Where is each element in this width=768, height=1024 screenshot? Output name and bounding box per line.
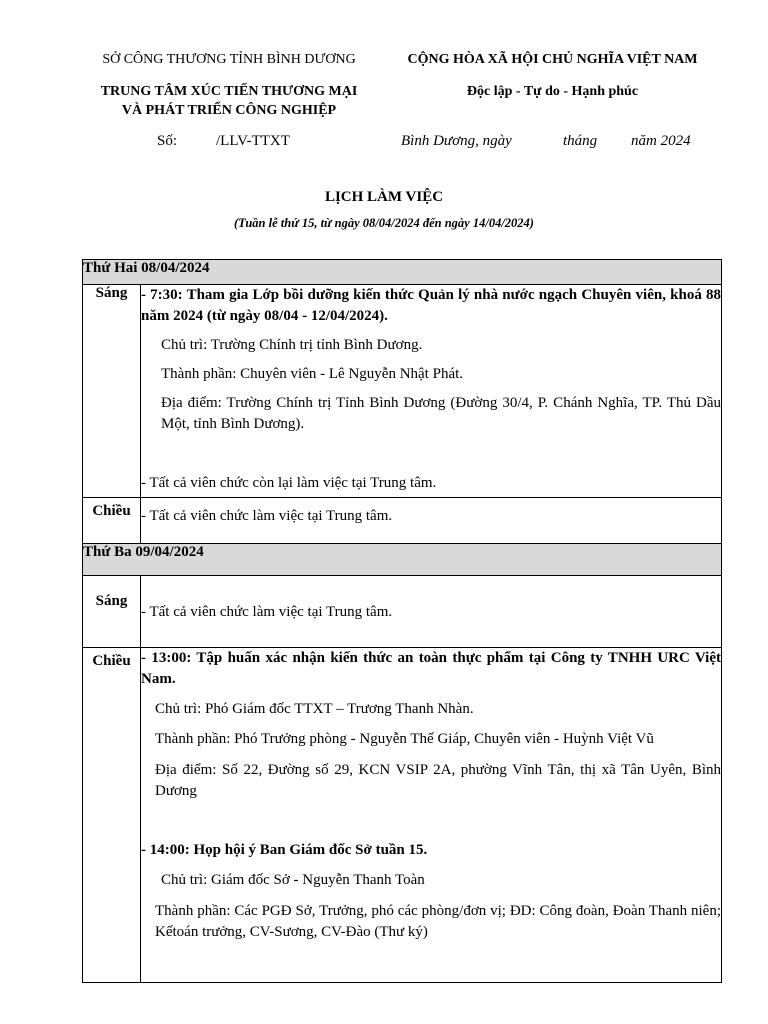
national-motto-block — [385, 50, 720, 101]
session-row-afternoon — [83, 648, 722, 983]
doc-number-code: /LLV-TTXT — [216, 133, 290, 149]
day-label: Thứ Ba 09/04/2024 — [83, 544, 722, 576]
document-subtitle: (Tuần lễ thứ 15, từ ngày 08/04/2024 đến ngày 14/04/2024) — [234, 216, 534, 230]
event-chair: Chủ trì: Phó Giám đốc TTXT – Trương Thanh Nhàn. — [155, 701, 474, 717]
session-content — [141, 648, 722, 983]
session-label: Chiều — [83, 648, 141, 983]
national-title: CỘNG HÒA XÃ HỘI CHỦ NGHĨA VIỆT NAM — [407, 52, 698, 67]
event-participants: Thành phần: Chuyên viên - Lê Nguyễn Nhật Phát. — [161, 366, 464, 382]
session-label: Sáng — [83, 285, 141, 498]
session-note: - Tất cả viên chức còn lại làm việc tại Trung tâm. — [141, 475, 437, 491]
event-chair: Chủ trì: Giám đốc Sở - Nguyễn Thanh Toàn — [161, 872, 425, 888]
month-label: tháng — [563, 133, 598, 149]
session-row-morning — [83, 576, 722, 648]
session-note: - Tất cả viên chức làm việc tại Trung tâm. — [141, 508, 393, 524]
event-participants: Thành phần: Các PGĐ Sở, Trưởng, phó các phòng/đơn vị; ĐD: Công đoàn, Đoàn Thanh niên; Kếtoán trưởng, CV-Sương, CV-Đào (Thư ký) — [155, 903, 721, 940]
event-location: Địa điểm: Trường Chính trị Tỉnh Bình Dương (Đường 30/4, P. Chánh Nghĩa, TP. Thủ Dầu Một, tỉnh Bình Dương). — [161, 395, 721, 432]
session-content — [141, 285, 722, 498]
document-title: LỊCH LÀM VIỆC — [324, 189, 444, 205]
issuer-block — [84, 50, 374, 120]
event-location: Địa điểm: Số 22, Đường số 29, KCN VSIP 2A, phường Vĩnh Tân, thị xã Tân Uyên, Bình Dương — [155, 762, 721, 799]
year-label: năm 2024 — [631, 133, 691, 149]
doc-number-label: Số: — [157, 133, 178, 149]
event-chair: Chủ trì: Trường Chính trị tỉnh Bình Dương. — [161, 337, 423, 353]
day-label: Thứ Hai 08/04/2024 — [83, 260, 722, 285]
schedule-table — [82, 259, 722, 983]
event-title: - 14:00: Họp hội ý Ban Giám đốc Sở tuần 15. — [141, 842, 428, 858]
session-note: - Tất cả viên chức làm việc tại Trung tâm. — [141, 604, 393, 620]
session-row-afternoon — [83, 498, 722, 544]
issuer-org-line2: VÀ PHÁT TRIỂN CÔNG NGHIỆP — [121, 103, 337, 118]
session-row-morning — [83, 285, 722, 498]
day-row-monday — [83, 260, 722, 285]
issuer-org-line1: TRUNG TÂM XÚC TIẾN THƯƠNG MẠI — [100, 84, 358, 99]
session-content — [141, 498, 722, 544]
event-participants: Thành phần: Phó Trưởng phòng - Nguyễn Thế Giáp, Chuyên viên - Huỳnh Việt Vũ — [155, 731, 654, 747]
national-motto: Độc lập - Tự do - Hạnh phúc — [466, 84, 639, 99]
day-row-tuesday — [83, 544, 722, 576]
event-title: - 7:30: Tham gia Lớp bồi dưỡng kiến thức Quản lý nhà nước ngạch Chuyên viên, khoá 88 năm 2024 (từ ngày 08/04 - 12/04/2024). — [141, 287, 721, 324]
place-date: Bình Dương, ngày — [401, 133, 512, 149]
event-title: - 13:00: Tập huấn xác nhận kiến thức an toàn thực phẩm tại Công ty TNHH URC Việt Nam. — [141, 650, 721, 687]
session-label: Chiều — [83, 498, 141, 544]
issuer-parent-org: SỞ CÔNG THƯƠNG TỈNH BÌNH DƯƠNG — [102, 52, 356, 67]
session-label: Sáng — [83, 576, 141, 648]
session-content — [141, 576, 722, 648]
